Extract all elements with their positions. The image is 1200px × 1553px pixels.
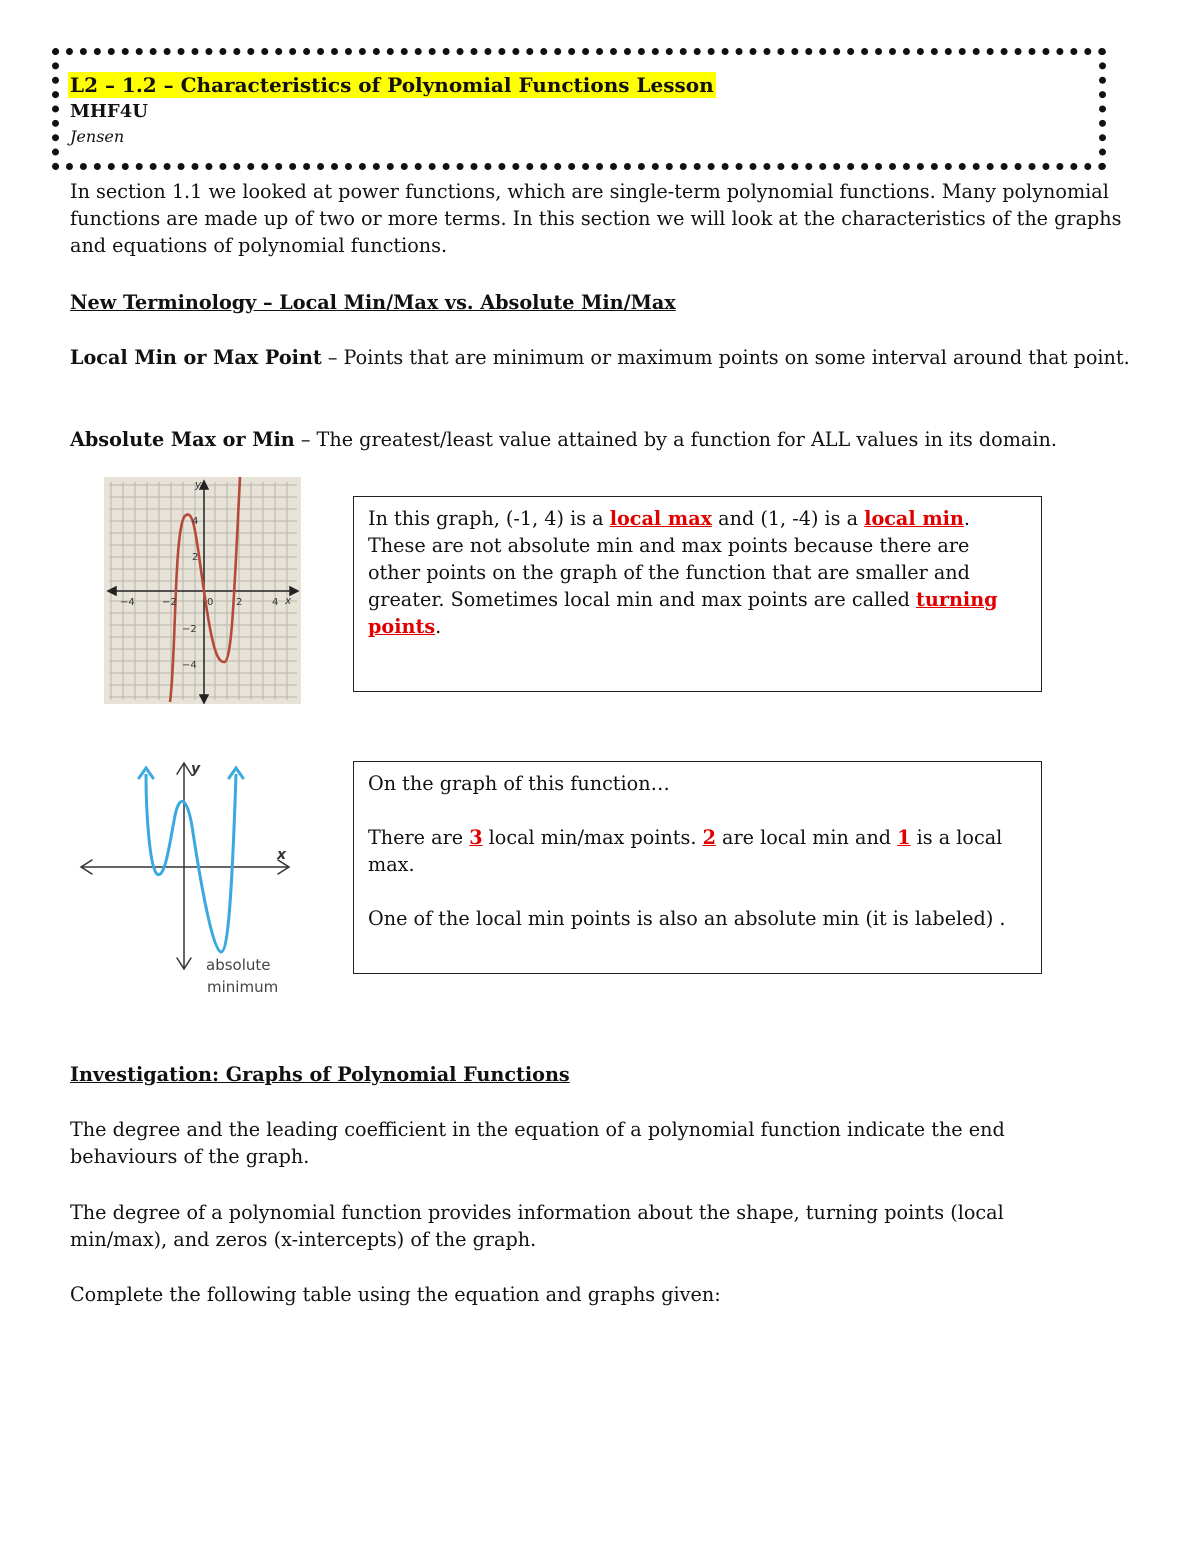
box1-text: and (1, -4) is a (712, 507, 865, 530)
local-def-text: – Points that are minimum or maximum points on some interval around that point. (321, 346, 1130, 369)
box2-line3: One of the local min points is also an absolute min (it is labeled) . (368, 907, 1006, 930)
cubic-graph (104, 477, 301, 704)
cubic-graph-svg (104, 477, 301, 704)
min-max-count-box (353, 761, 1042, 974)
investigation-p1: The degree and the leading coefficient in the equation of a polynomial function indicate the end behaviours of the graph. (70, 1118, 1005, 1168)
graph2-y-label: y (191, 761, 201, 777)
graph1-x-label: x (285, 595, 292, 607)
graph1-ytick: −2 (182, 624, 197, 635)
quartic-graph-svg (72, 756, 297, 1001)
box2-text: local min/max points. (482, 826, 703, 849)
quartic-curve (146, 774, 236, 952)
local-term: Local Min or Max Point (70, 346, 322, 369)
box2-text: is a local max. (368, 826, 1003, 876)
investigation-p2: The degree of a polynomial function provides information about the shape, turning points (local min/max), and zeros (x-intercepts) of the graph. (70, 1201, 1004, 1251)
intro-paragraph: In section 1.1 we looked at power functions, which are single-term polynomial functions. Many polynomial functions are made up of two or more terms. In this section we will look at the characteristics of the graphs and equations of polynomial functions. (70, 180, 1122, 257)
box1-text: In this graph, (-1, 4) is a (368, 507, 610, 530)
box1-text: . These are not absolute min and max points because there are other points on the graph of the function that are smaller and greater. Sometimes local min and max points are called (368, 507, 970, 611)
turning-points-term: turning points (368, 588, 998, 638)
graph1-xtick: 0 (207, 597, 214, 608)
graph1-ytick: 2 (192, 552, 199, 563)
terminology-heading: New Terminology – Local Min/Max vs. Absolute Min/Max (70, 291, 676, 314)
absolute-def-text: – The greatest/least value attained by a function for ALL values in its domain. (294, 428, 1057, 451)
graph1-xtick: 4 (272, 597, 279, 608)
box2-text: There are (368, 826, 470, 849)
count-total: 3 (469, 826, 483, 849)
graph1-xtick: 2 (236, 597, 243, 608)
absolute-definition (70, 426, 1130, 453)
box1-text: . (435, 615, 442, 638)
investigation-heading: Investigation: Graphs of Polynomial Functions (70, 1063, 570, 1086)
absolute-minimum-label: absolute (206, 956, 271, 974)
box2-line2 (368, 824, 1027, 878)
local-min-term: local min (864, 507, 964, 530)
graph1-ytick: −4 (182, 660, 197, 671)
absolute-minimum-label: minimum (207, 978, 279, 996)
investigation-p3: Complete the following table using the equation and graphs given: (70, 1283, 721, 1306)
box2-text: are local min and (715, 826, 898, 849)
local-max-term: local max (609, 507, 713, 530)
lesson-title: L2 – 1.2 – Characteristics of Polynomial Functions Lesson (70, 73, 714, 97)
local-extrema-box (353, 496, 1042, 692)
graph1-ytick: 4 (192, 516, 199, 527)
header-box (52, 48, 1106, 170)
author-name: Jensen (70, 127, 125, 146)
box2-line1: On the graph of this function… (368, 772, 670, 795)
absolute-term: Absolute Max or Min (70, 428, 295, 451)
count-max: 1 (897, 826, 911, 849)
quartic-graph (72, 756, 297, 1001)
course-code: MHF4U (70, 101, 148, 122)
cubic-curve (170, 477, 243, 702)
graph2-x-label: x (277, 847, 287, 863)
graph1-y-label: y (195, 479, 202, 491)
count-min: 2 (702, 826, 716, 849)
graph1-xtick: −2 (162, 597, 177, 608)
local-definition (70, 344, 1130, 371)
graph1-xtick: −4 (120, 597, 135, 608)
